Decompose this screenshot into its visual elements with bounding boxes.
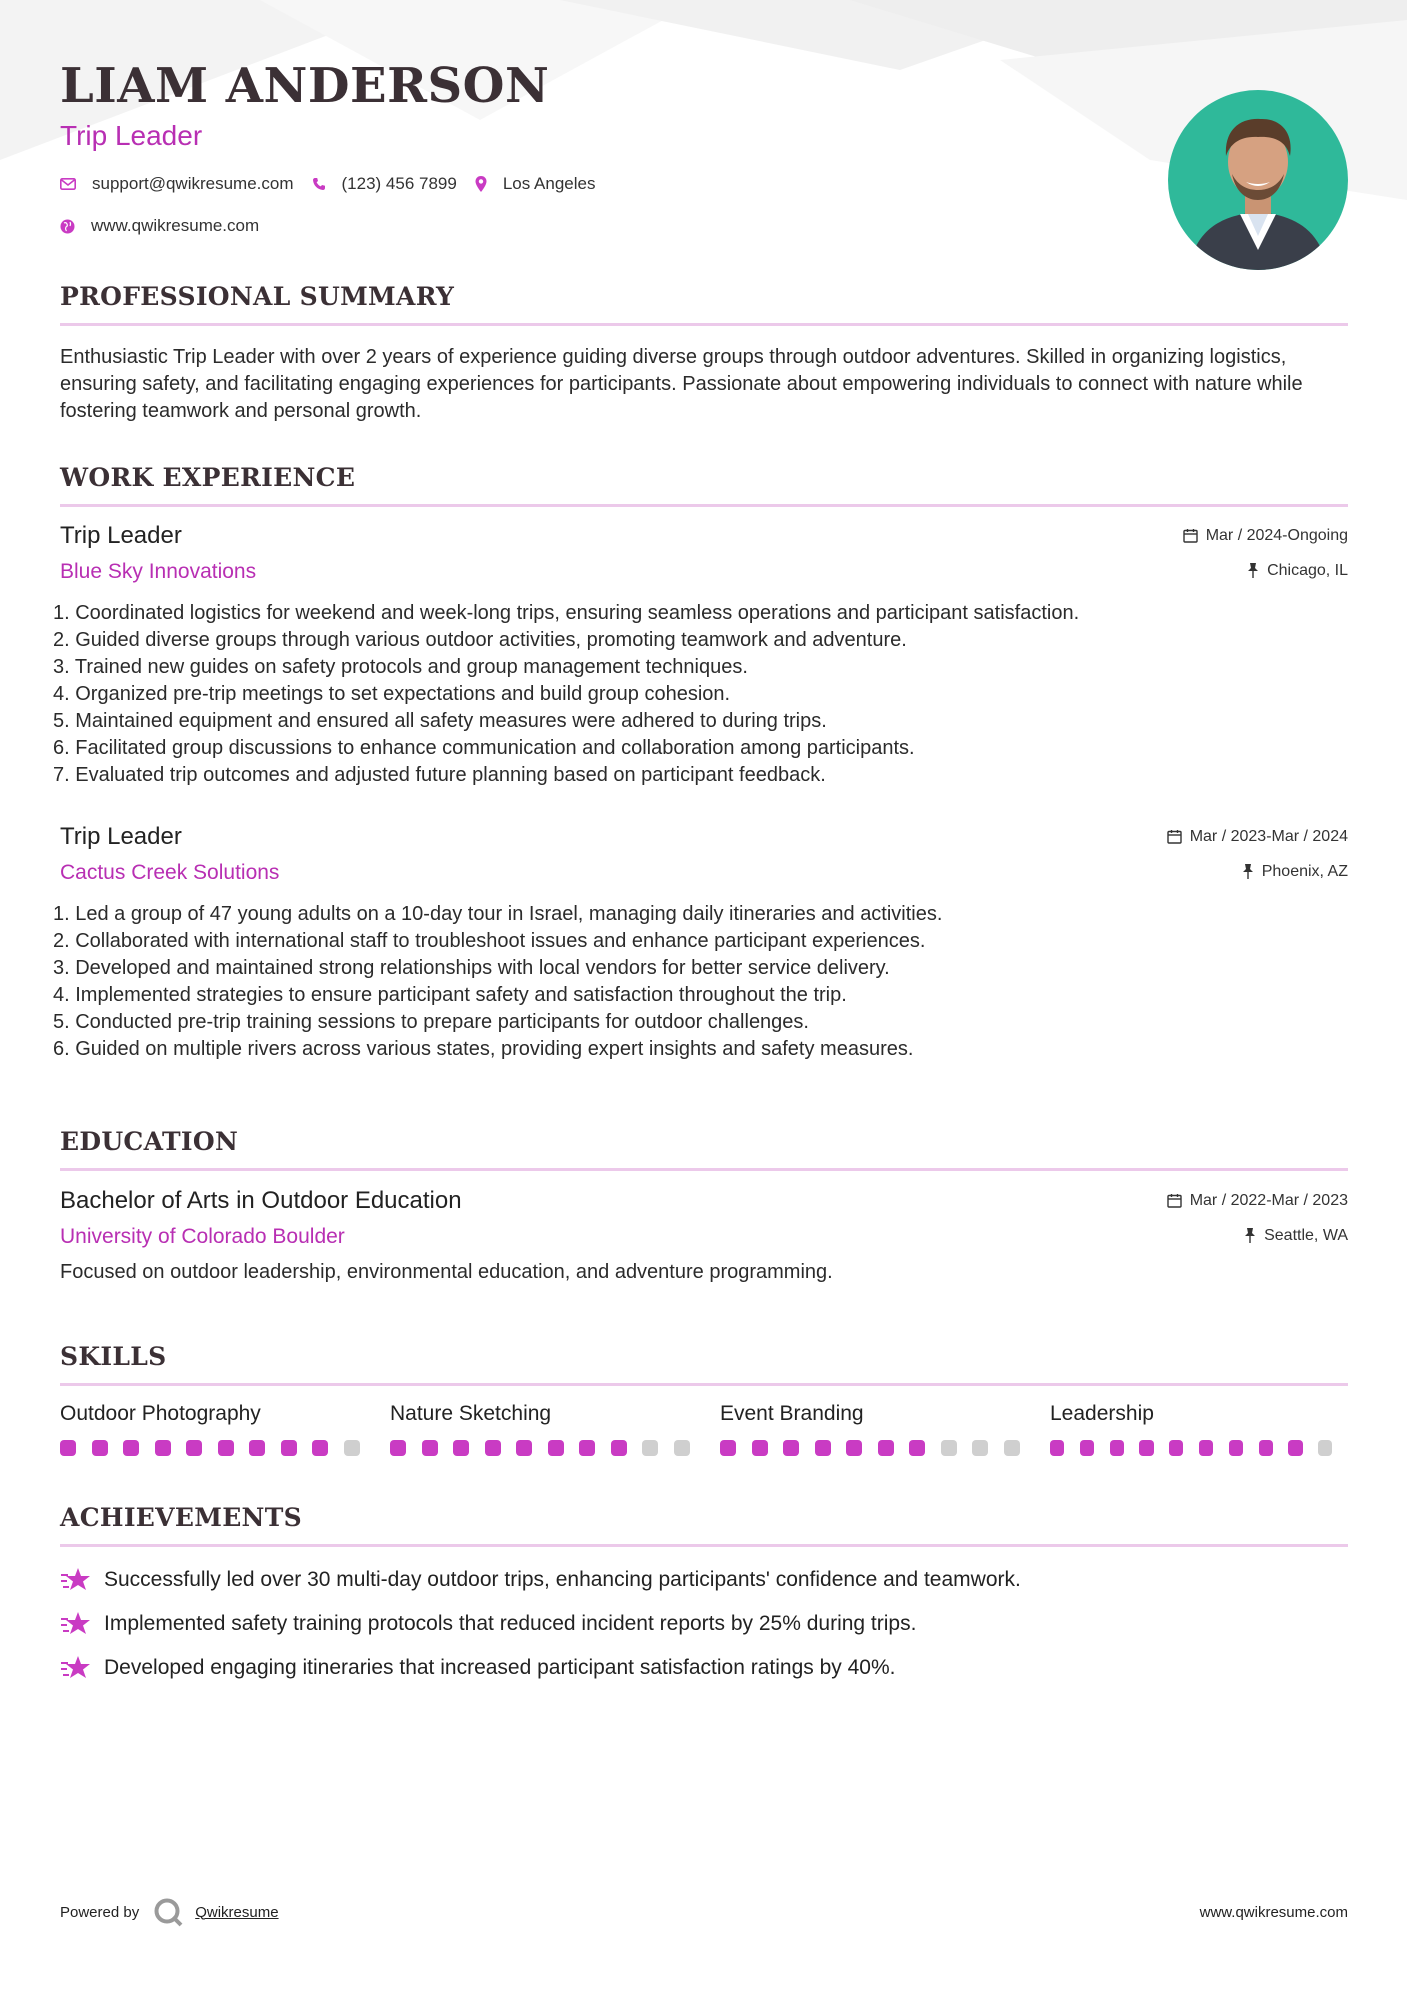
- calendar-icon: [1167, 1193, 1182, 1208]
- skill-rating: [390, 1440, 720, 1456]
- job-role: Trip Leader: [60, 823, 182, 850]
- skill-dot-filled: [92, 1440, 108, 1456]
- star-badge-icon: [60, 1654, 92, 1682]
- skill-item: [720, 1402, 1050, 1456]
- skill-dot-filled: [281, 1440, 297, 1456]
- skill-label: Outdoor Photography: [60, 1402, 261, 1425]
- contact-location: [475, 174, 596, 194]
- experience-divider: [60, 504, 1348, 507]
- candidate-title: Trip Leader: [60, 120, 203, 151]
- skills-section-header: [60, 1342, 1348, 1386]
- summary-section-header: [60, 282, 1348, 326]
- list-item: 1. Led a group of 47 young adults on a 10-day tour in Israel, managing daily itineraries and activities.: [53, 903, 943, 925]
- list-item: 6. Facilitated group discussions to enhance communication and collaboration among participants.: [53, 737, 915, 759]
- profile-photo: [1168, 90, 1348, 270]
- achievements-list: [60, 1558, 1348, 1690]
- skill-dot-filled: [1199, 1440, 1213, 1456]
- skill-dot-empty: [1004, 1440, 1020, 1456]
- skill-dot-filled: [1169, 1440, 1183, 1456]
- skill-dot-filled: [186, 1440, 202, 1456]
- achievement-text: Developed engaging itineraries that increased participant satisfaction ratings by 40%.: [104, 1656, 896, 1679]
- skill-dot-filled: [516, 1440, 532, 1456]
- education-section-header: [60, 1127, 1348, 1171]
- skill-dot-filled: [123, 1440, 139, 1456]
- job-bullets: [53, 600, 1348, 789]
- list-item: 3. Trained new guides on safety protocols and group management techniques.: [53, 656, 748, 678]
- list-item: 2. Collaborated with international staff to troubleshoot issues and enhance participant experiences.: [53, 930, 926, 952]
- skill-dot-empty: [972, 1440, 988, 1456]
- school-name: University of Colorado Boulder: [60, 1225, 345, 1248]
- education-entry: [60, 1187, 1348, 1286]
- skill-dot-filled: [815, 1440, 831, 1456]
- skill-dot-filled: [422, 1440, 438, 1456]
- skill-rating: [60, 1440, 390, 1456]
- skill-dot-filled: [485, 1440, 501, 1456]
- skill-dot-filled: [1139, 1440, 1153, 1456]
- education-date: [1167, 1192, 1348, 1210]
- job-company: Blue Sky Innovations: [60, 560, 257, 583]
- powered-by-label: Powered by: [60, 1903, 140, 1921]
- profile-photo-image: [1168, 90, 1348, 270]
- skill-label: Nature Sketching: [390, 1402, 552, 1425]
- skill-dot-filled: [548, 1440, 564, 1456]
- list-item: [60, 1646, 1348, 1690]
- contact-row: [60, 174, 613, 194]
- achievement-text: Implemented safety training protocols that reduced incident reports by 25% during trips.: [104, 1612, 917, 1635]
- qwikresume-link[interactable]: Qwikresume: [195, 1903, 279, 1921]
- list-item: 4. Organized pre-trip meetings to set expectations and build group cohesion.: [53, 683, 731, 705]
- skill-dot-filled: [878, 1440, 894, 1456]
- summary-text: Enthusiastic Trip Leader with over 2 years of experience guiding diverse groups through outdoor adventures. Skilled in organizing logistics, ensuring safety, and facilitating engaging experiences for participants. Passionate about empowering individuals to connect with nature while fostering teamwork and personal growth.: [60, 346, 1303, 422]
- email-text: support@qwikresume.com: [92, 174, 294, 193]
- job-entry-1: [53, 522, 1348, 789]
- list-item: [60, 1558, 1348, 1602]
- skill-dot-filled: [453, 1440, 469, 1456]
- job-location-text: Phoenix, AZ: [1261, 862, 1348, 880]
- skill-dot-empty: [344, 1440, 360, 1456]
- list-item: 5. Conducted pre-trip training sessions to prepare participants for outdoor challenges.: [53, 1011, 809, 1033]
- contact-website[interactable]: [60, 216, 259, 236]
- achievements-divider: [60, 1544, 1348, 1547]
- footer-powered-by: [60, 1897, 279, 1927]
- skills-heading: SKILLS: [60, 1342, 167, 1371]
- summary-divider: [60, 323, 1348, 326]
- list-item: 2. Guided diverse groups through various outdoor activities, promoting teamwork and adventure.: [53, 629, 907, 651]
- experience-section-header: [60, 463, 1348, 507]
- page-footer: [60, 1897, 1348, 1927]
- phone-text: (123) 456 7899: [341, 174, 457, 193]
- list-item: 7. Evaluated trip outcomes and adjusted future planning based on participant feedback.: [53, 764, 826, 786]
- footer-website-link[interactable]: www.qwikresume.com: [1199, 1903, 1348, 1921]
- job-location-text: Chicago, IL: [1267, 561, 1348, 579]
- skill-dot-filled: [720, 1440, 736, 1456]
- pushpin-icon: [1242, 864, 1254, 879]
- phone-icon: [312, 177, 326, 191]
- skill-label: Event Branding: [720, 1402, 864, 1425]
- skill-dot-filled: [611, 1440, 627, 1456]
- list-item: 1. Coordinated logistics for weekend and week-long trips, ensuring seamless operations and participant satisfaction.: [53, 602, 1080, 624]
- skill-dot-filled: [1050, 1440, 1064, 1456]
- skill-dot-filled: [218, 1440, 234, 1456]
- pushpin-icon: [1247, 563, 1259, 578]
- summary-heading: PROFESSIONAL SUMMARY: [60, 282, 455, 311]
- skill-dot-empty: [674, 1440, 690, 1456]
- job-company: Cactus Creek Solutions: [60, 861, 280, 884]
- star-badge-icon: [60, 1610, 92, 1638]
- calendar-icon: [1167, 829, 1182, 844]
- pushpin-icon: [1244, 1228, 1256, 1243]
- skill-dot-filled: [390, 1440, 406, 1456]
- skill-dot-filled: [249, 1440, 265, 1456]
- degree-title: Bachelor of Arts in Outdoor Education: [60, 1187, 462, 1214]
- skill-dot-filled: [1259, 1440, 1273, 1456]
- skill-rating: [720, 1440, 1050, 1456]
- skill-item: [390, 1402, 720, 1456]
- job-date-text: Mar / 2023-Mar / 2024: [1189, 827, 1348, 845]
- skill-item: [1050, 1402, 1348, 1456]
- skill-dot-filled: [752, 1440, 768, 1456]
- location-text: Los Angeles: [502, 174, 596, 193]
- skill-dot-filled: [60, 1440, 76, 1456]
- achievement-text: Successfully led over 30 multi-day outdoor trips, enhancing participants' confidence and teamwork.: [104, 1568, 1021, 1591]
- job-date: [1167, 828, 1348, 846]
- skills-divider: [60, 1383, 1348, 1386]
- achievements-heading: ACHIEVEMENTS: [60, 1503, 302, 1532]
- skill-dot-filled: [579, 1440, 595, 1456]
- website-text: www.qwikresume.com: [91, 216, 260, 235]
- star-badge-icon: [60, 1566, 92, 1594]
- candidate-name: LIAM ANDERSON: [60, 58, 550, 114]
- contact-phone[interactable]: [312, 174, 457, 194]
- website-row: [60, 216, 277, 236]
- skill-dot-filled: [846, 1440, 862, 1456]
- skill-label: Leadership: [1050, 1402, 1154, 1425]
- envelope-icon: [60, 178, 76, 190]
- skill-dot-filled: [1110, 1440, 1124, 1456]
- job-date-text: Mar / 2024-Ongoing: [1205, 526, 1348, 544]
- skill-dot-filled: [783, 1440, 799, 1456]
- education-description: Focused on outdoor leadership, environmental education, and adventure programming.: [60, 1261, 833, 1283]
- skill-dot-empty: [941, 1440, 957, 1456]
- skill-dot-filled: [909, 1440, 925, 1456]
- list-item: 3. Developed and maintained strong relationships with local vendors for better service delivery.: [53, 957, 890, 979]
- map-pin-icon: [475, 176, 487, 192]
- skill-dot-empty: [642, 1440, 658, 1456]
- education-location-text: Seattle, WA: [1264, 1226, 1348, 1244]
- skill-dot-filled: [312, 1440, 328, 1456]
- skill-item: [60, 1402, 390, 1456]
- skill-dot-filled: [1080, 1440, 1094, 1456]
- list-item: 5. Maintained equipment and ensured all safety measures were adhered to during trips.: [53, 710, 827, 732]
- skills-list: [60, 1402, 1348, 1456]
- education-location: [1244, 1227, 1348, 1245]
- skill-dot-filled: [155, 1440, 171, 1456]
- list-item: 6. Guided on multiple rivers across various states, providing expert insights and safety measures.: [53, 1038, 914, 1060]
- job-bullets: [53, 901, 1348, 1063]
- list-item: [60, 1602, 1348, 1646]
- contact-email[interactable]: [60, 174, 294, 194]
- education-heading: EDUCATION: [60, 1127, 239, 1156]
- calendar-icon: [1183, 528, 1198, 543]
- education-divider: [60, 1168, 1348, 1171]
- skill-dot-filled: [1229, 1440, 1243, 1456]
- job-entry-2: [53, 823, 1348, 1063]
- skill-dot-filled: [1288, 1440, 1302, 1456]
- skill-dot-empty: [1318, 1440, 1332, 1456]
- list-item: 4. Implemented strategies to ensure participant safety and satisfaction throughout the trip.: [53, 984, 847, 1006]
- achievements-section-header: [60, 1503, 1348, 1547]
- skill-rating: [1050, 1440, 1348, 1456]
- job-location: [1247, 562, 1348, 580]
- qwikresume-logo-icon: [153, 1897, 185, 1927]
- job-location: [1242, 863, 1348, 881]
- experience-heading: WORK EXPERIENCE: [60, 463, 356, 492]
- education-date-text: Mar / 2022-Mar / 2023: [1189, 1191, 1348, 1209]
- job-date: [1183, 527, 1348, 545]
- job-role: Trip Leader: [60, 522, 182, 549]
- globe-icon: [60, 219, 75, 234]
